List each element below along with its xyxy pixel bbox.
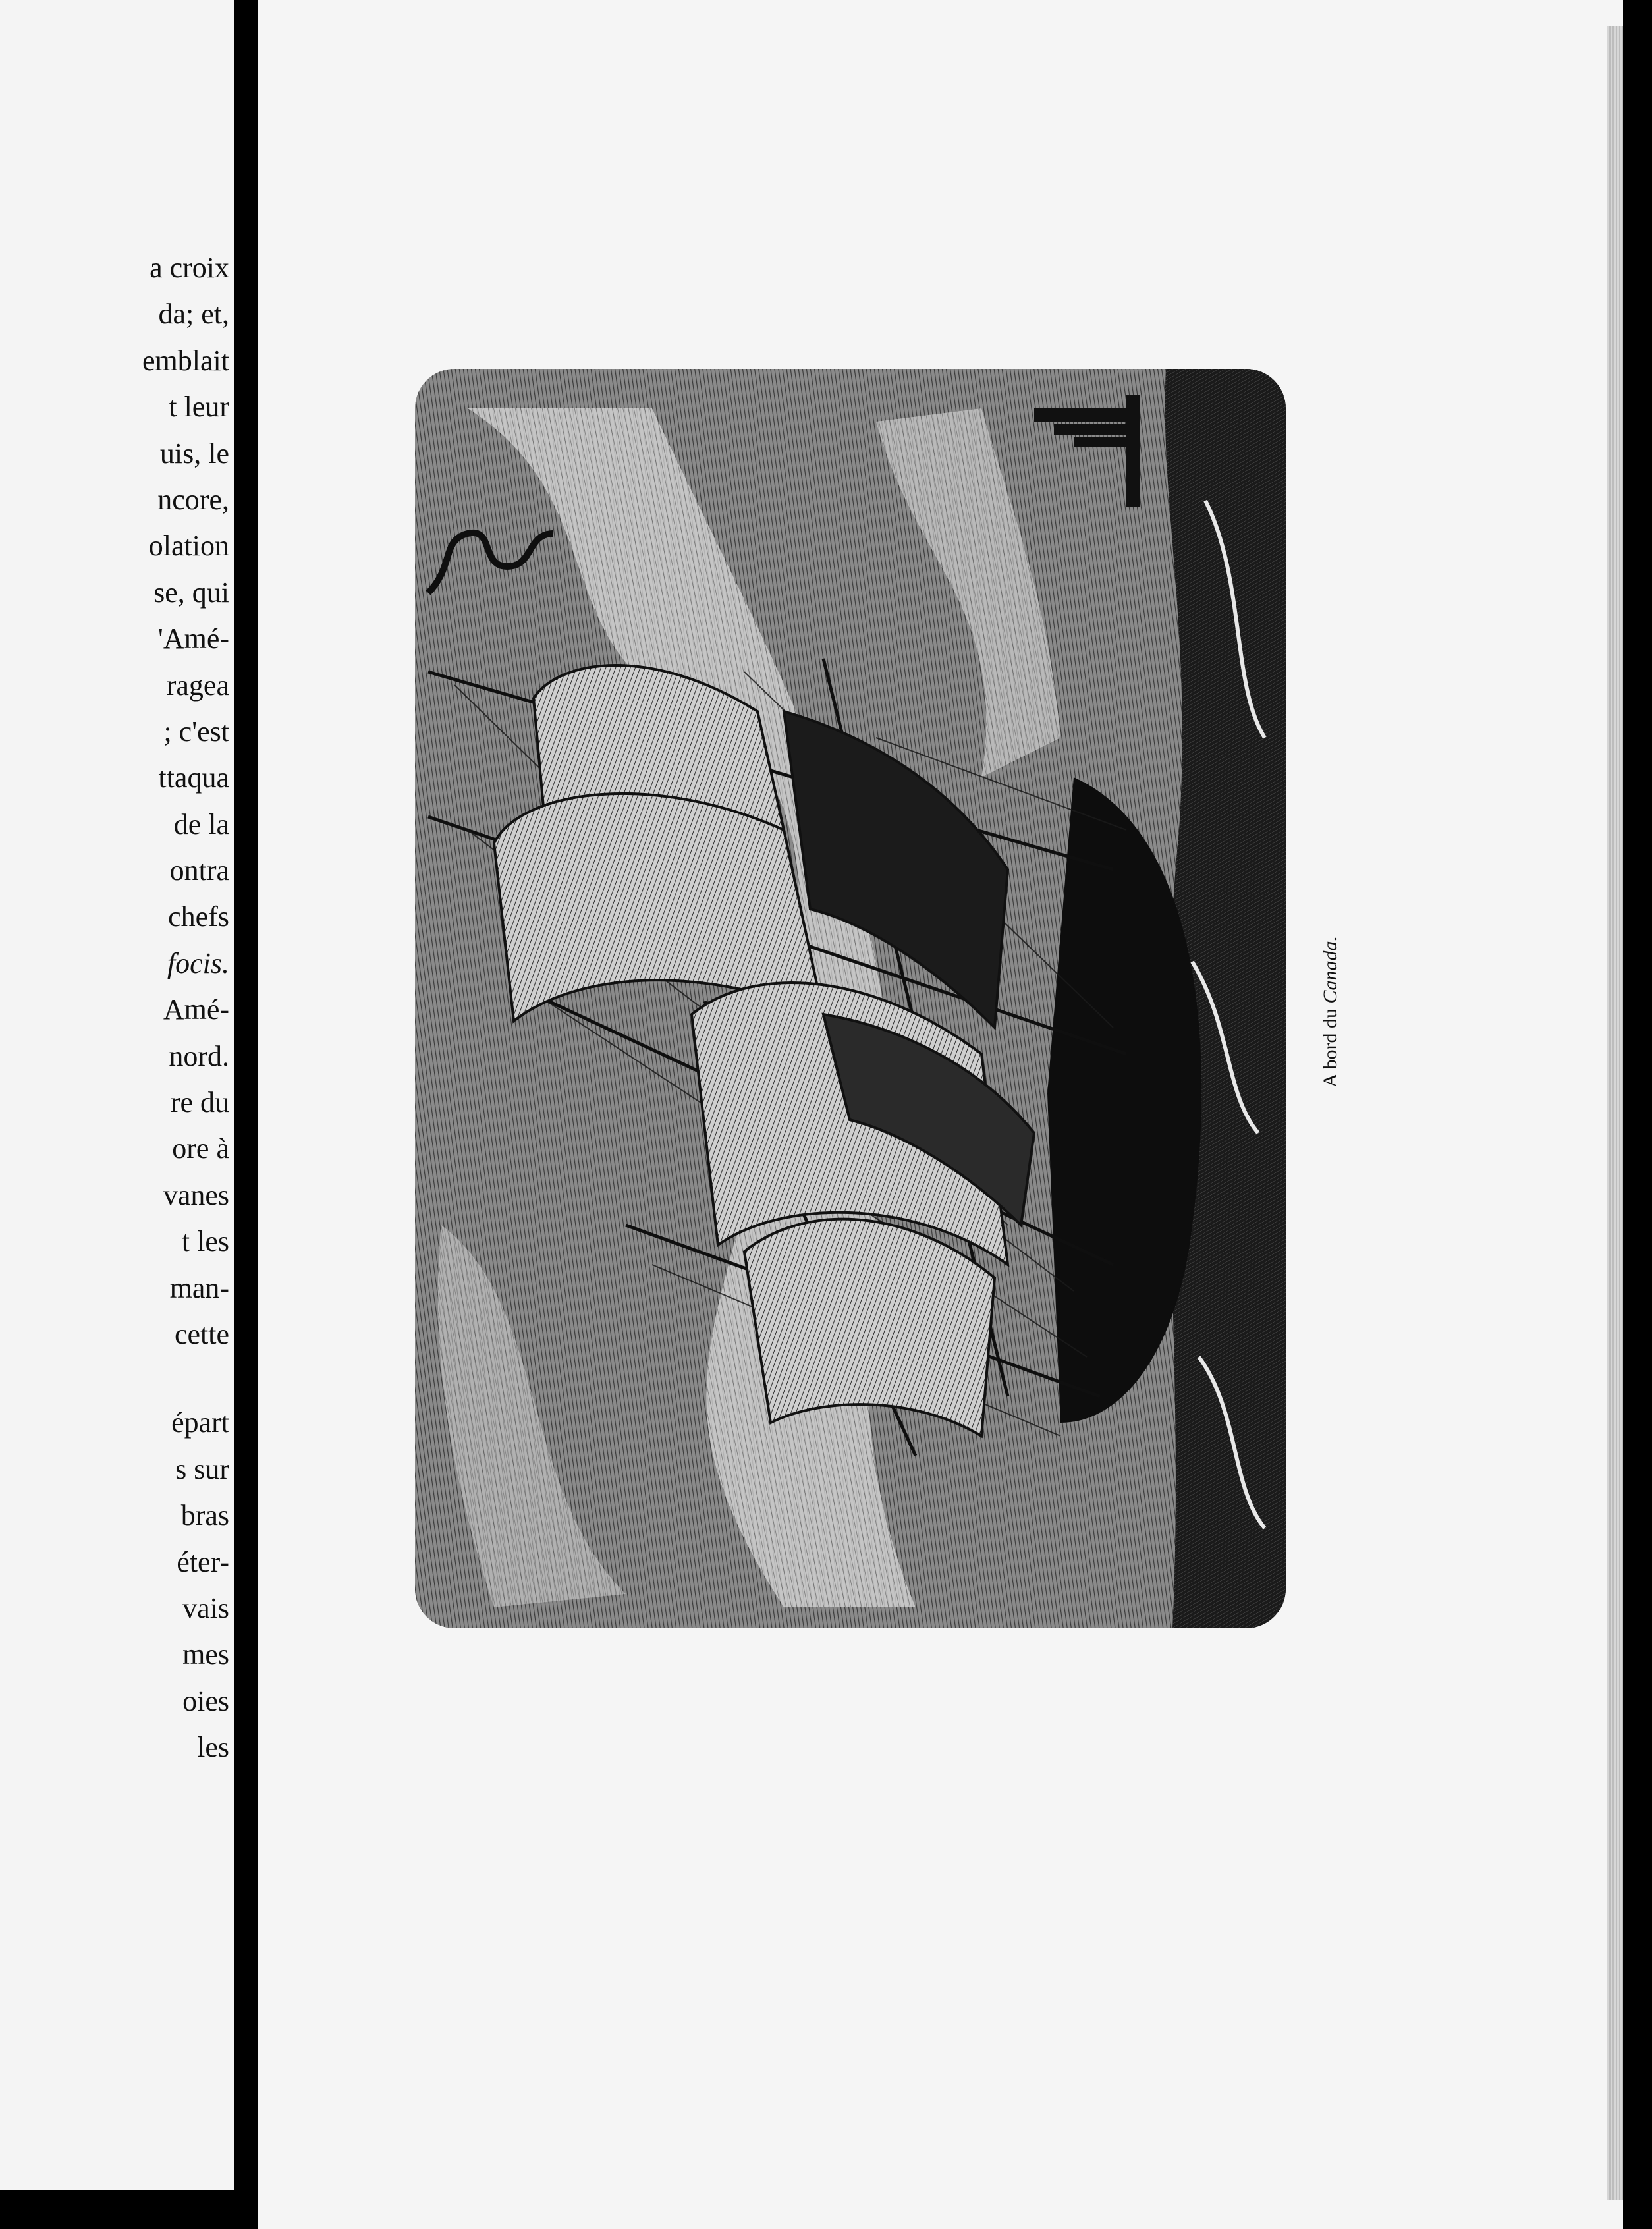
- text-line: se, qui: [153, 576, 229, 609]
- page-edge: [1607, 26, 1623, 2200]
- text-line: oies: [182, 1684, 229, 1717]
- text-line: ttaqua: [158, 761, 229, 794]
- text-line: ontra: [169, 854, 229, 887]
- paragraph-gap: [5, 1358, 229, 1400]
- text-line: uis, le: [159, 437, 229, 470]
- text-line: focis.: [167, 947, 229, 979]
- text-line: chefs: [168, 900, 229, 933]
- caption-prefix: A bord du: [1319, 1003, 1342, 1088]
- text-line: olation: [148, 530, 229, 563]
- text-line: vanes: [163, 1178, 229, 1211]
- left-page-text: [5, 245, 229, 1771]
- text-line: ncore,: [157, 483, 229, 516]
- text-line: mes: [182, 1638, 229, 1671]
- text-line: emblait: [142, 344, 229, 377]
- text-line: a croix: [150, 252, 229, 284]
- text-line: re du: [170, 1086, 229, 1119]
- book-gutter: [234, 0, 258, 2229]
- text-line: vais: [182, 1591, 229, 1624]
- caption-text: [1319, 936, 1342, 1087]
- text-line: t les: [181, 1225, 229, 1258]
- text-line: man-: [169, 1271, 229, 1304]
- text-line: bras: [180, 1499, 229, 1532]
- text-line: nord.: [169, 1039, 229, 1072]
- caption-ship-name: Canada.: [1319, 935, 1342, 1004]
- text-line: t leur: [169, 391, 229, 424]
- text-line: cette: [174, 1317, 229, 1350]
- text-line: da; et,: [158, 298, 229, 331]
- text-line: s sur: [175, 1452, 229, 1485]
- left-page-fragment: [0, 0, 234, 2190]
- text-line: ore à: [172, 1132, 229, 1165]
- text-line: les: [197, 1731, 229, 1764]
- text-line: de la: [173, 808, 229, 840]
- text-line: ragea: [166, 669, 229, 702]
- text-line: Amé-: [163, 993, 229, 1026]
- text-line: ; c'est: [163, 715, 229, 748]
- engraving-image: [415, 369, 1286, 1628]
- ship-engraving: [415, 369, 1286, 1628]
- illustration-caption: [1316, 900, 1345, 1124]
- text-line: épart: [171, 1406, 229, 1439]
- text-line: 'Amé-: [157, 622, 229, 655]
- text-line: éter-: [177, 1545, 229, 1578]
